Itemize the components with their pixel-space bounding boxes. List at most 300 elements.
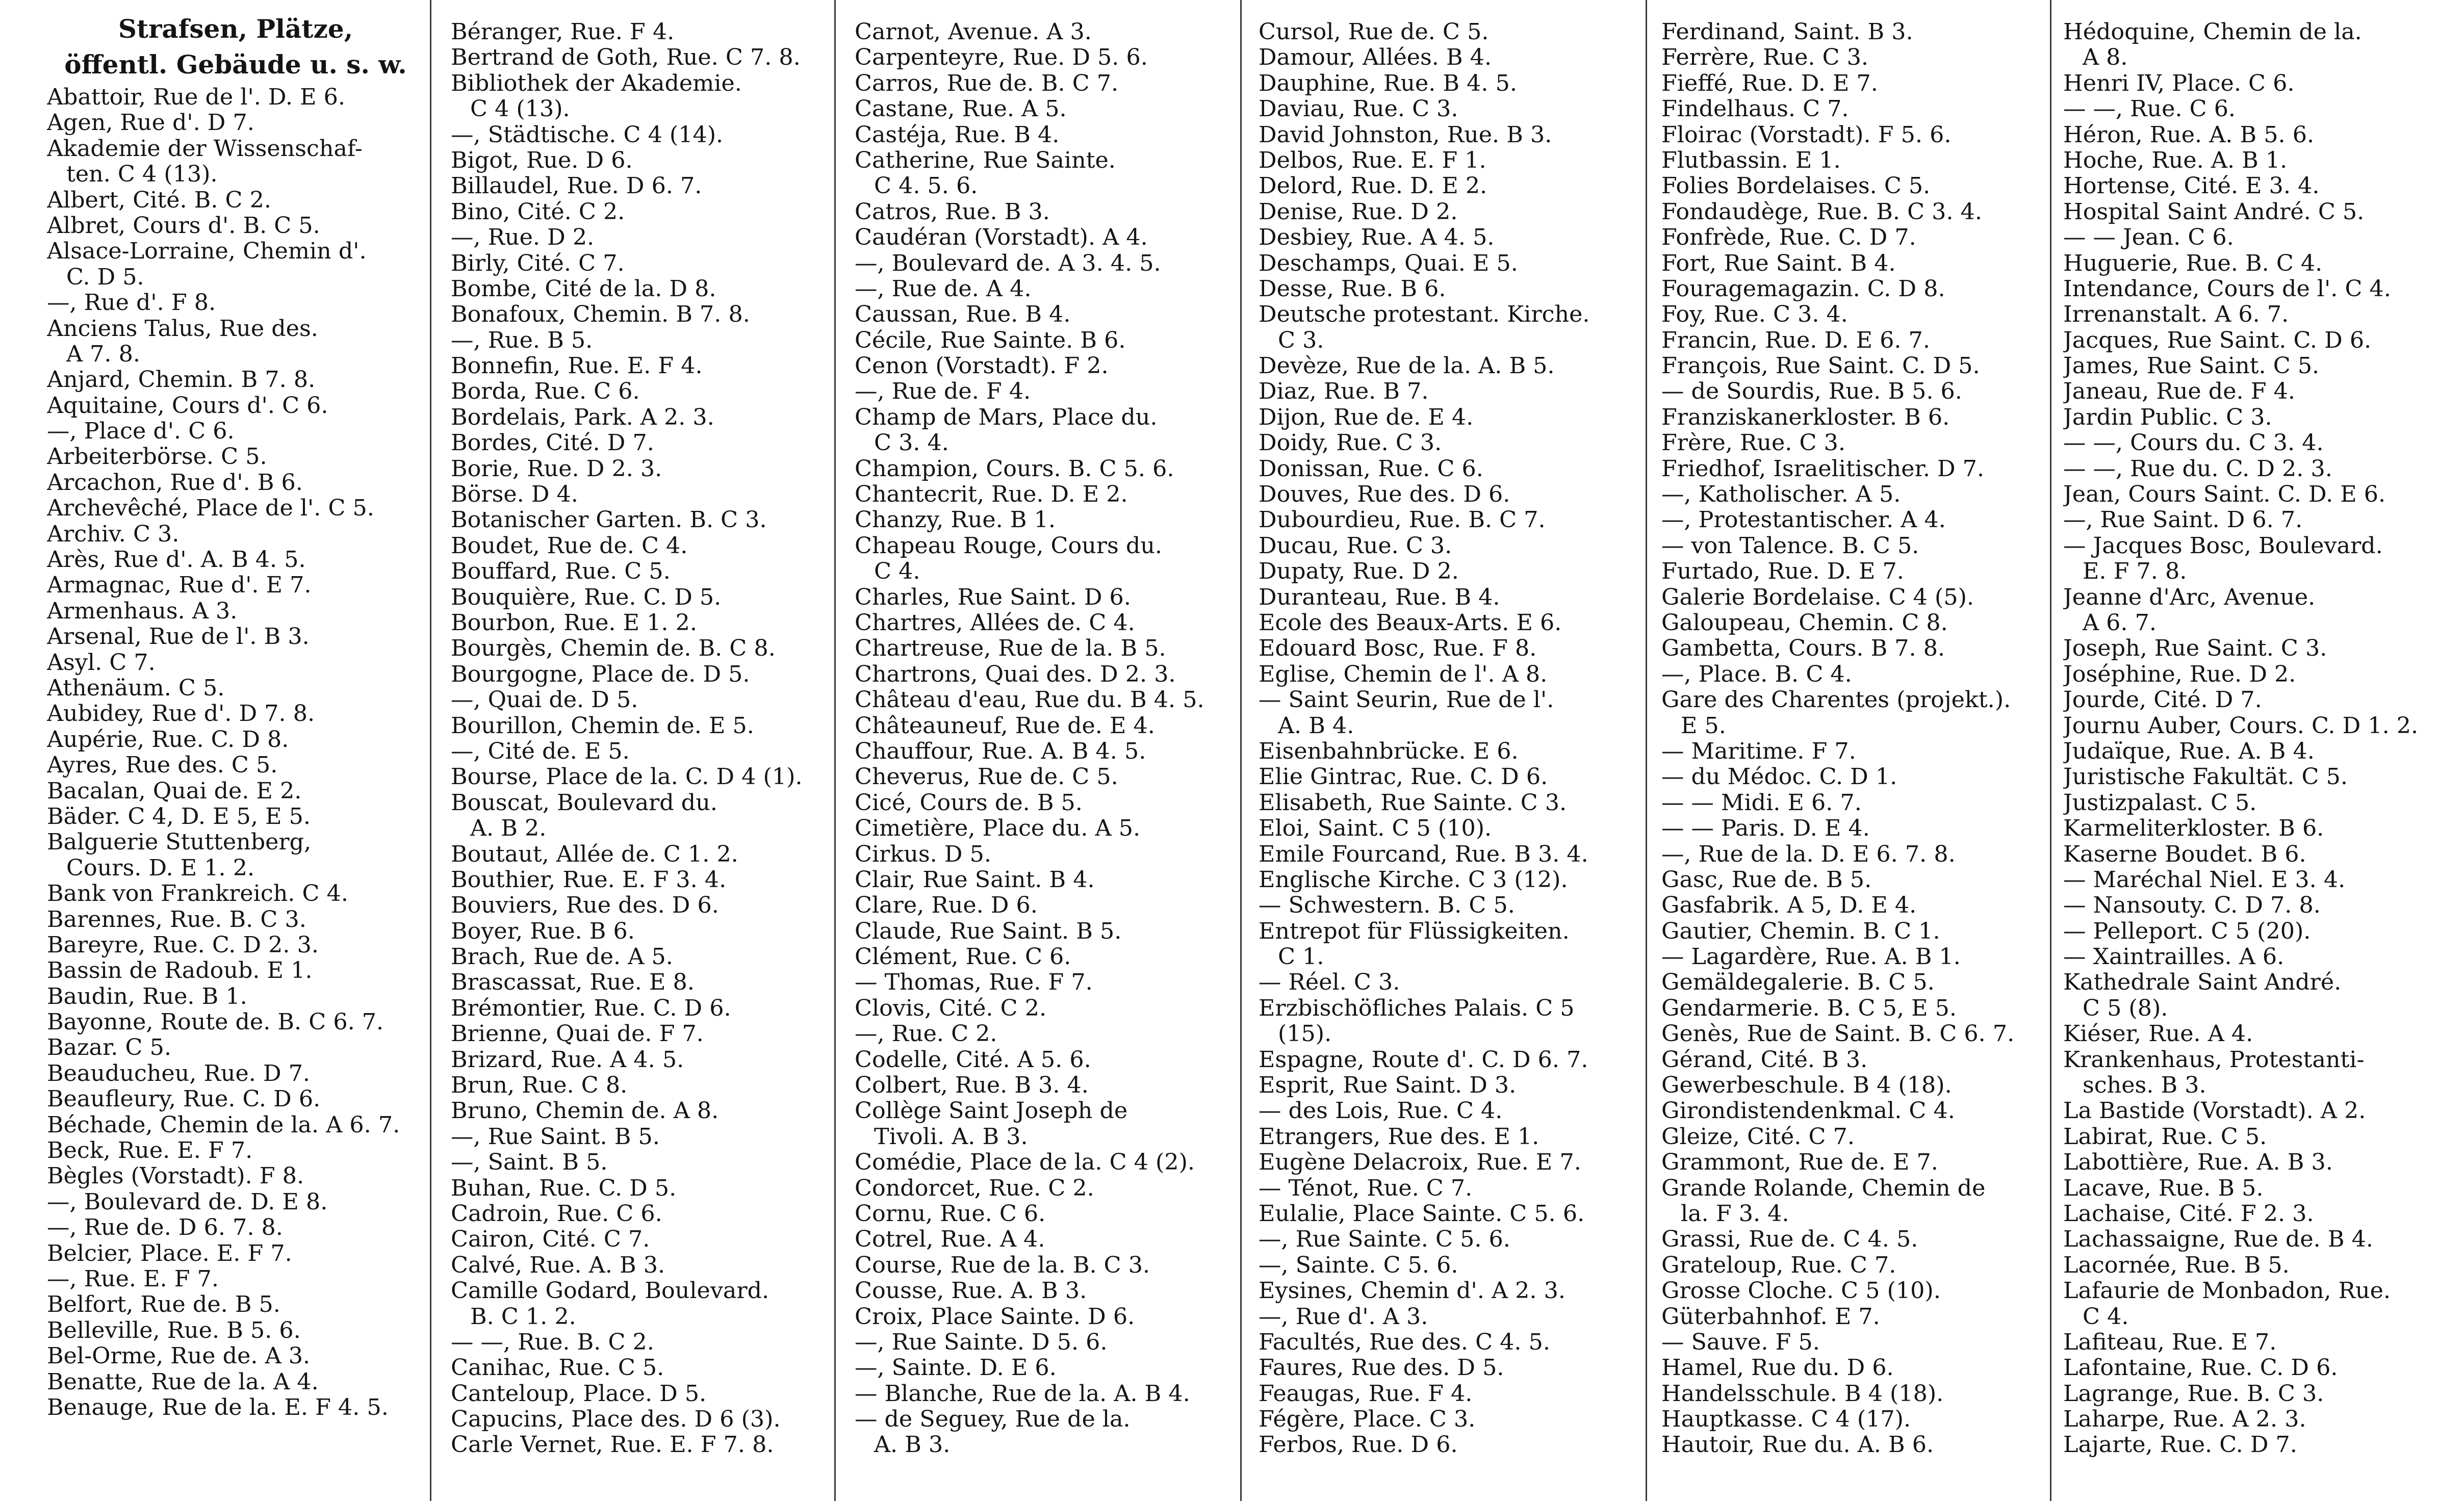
index-entry: Clément, Rue. C 6. [855,944,1071,970]
index-entry: Caudéran (Vorstadt). A 4. [855,225,1148,251]
index-entry: Carnot, Avenue. A 3. [855,19,1092,45]
index-entry: Cimetière, Place du. A 5. [855,816,1141,842]
index-entry: Birly, Cité. C 7. [451,250,625,276]
index-entry: Bouquière, Rue. C. D 5. [451,584,722,610]
index-entry: Boutaut, Allée de. C 1. 2. [451,841,738,867]
index-entry: Castéja, Rue. B 4. [855,122,1060,148]
index-entry: Chapeau Rouge, Cours du. [855,533,1163,559]
index-entry: Brun, Rue. C 8. [451,1073,628,1099]
index-entry: Genès, Rue de Saint. B. C 6. 7. [1661,1021,2015,1047]
index-entry: Bassin de Radoub. E 1. [47,958,313,984]
index-entry: — Nansouty. C. D 7. 8. [2063,893,2321,919]
index-entry: Champion, Cours. B. C 5. 6. [855,456,1174,482]
index-entry: —, Rue. D 2. [451,225,595,251]
index-entry: Fieffé, Rue. D. E 7. [1661,70,1878,96]
index-entry: Chanzy, Rue. B 1. [855,507,1056,533]
index-entry: Bombe, Cité de la. D 8. [451,276,716,302]
index-entry: Bordelais, Park. A 2. 3. [451,404,714,430]
index-entry: —, Rue d'. A 3. [1259,1304,1428,1330]
index-entry: — Ténot, Rue. C 7. [1259,1175,1473,1201]
index-entry: Folies Bordelaises. C 5. [1661,173,1931,199]
index-entry: Alsace-Lorraine, Chemin d'. [47,239,367,265]
index-entry: Charles, Rue Saint. D 6. [855,584,1131,610]
index-entry: Athenäum. C 5. [47,675,225,701]
index-entry: Grassi, Rue de. C 4. 5. [1661,1227,1918,1253]
index-entry: Deschamps, Quai. E 5. [1259,250,1518,276]
index-entry: François, Rue Saint. C. D 5. [1661,353,1980,379]
index-entry: Kaserne Boudet. B 6. [2063,841,2306,867]
index-entry: Billaudel, Rue. D 6. 7. [451,173,702,199]
index-entry: Capucins, Place des. D 6 (3). [451,1407,781,1433]
index-entry: Aquitaine, Cours d'. C 6. [47,393,328,419]
index-entry: Judaïque, Rue. A. B 4. [2063,738,2315,764]
index-entry: — — Midi. E 6. 7. [1661,790,1862,816]
index-entry: Béchade, Chemin de la. A 6. 7. [47,1112,400,1138]
index-entry: Hédoquine, Chemin de la. [2063,19,2362,45]
index-entry: A. B 4. [1278,713,1354,739]
index-entry: Kathedrale Saint André. [2063,970,2342,996]
index-entry: Bruno, Chemin de. A 8. [451,1098,719,1124]
index-entry: — des Lois, Rue. C 4. [1259,1098,1503,1124]
index-entry: Gérand, Cité. B 3. [1661,1047,1868,1073]
index-entry: —, Sainte. C 5. 6. [1259,1252,1458,1278]
index-entry: Hamel, Rue du. D 6. [1661,1355,1894,1381]
index-entry: Brascassat, Rue. E 8. [451,970,695,996]
index-entry: — —, Cours du. C 3. 4. [2063,430,2324,456]
index-entry: Lajarte, Rue. C. D 7. [2063,1432,2297,1458]
index-entry: Armagnac, Rue d'. E 7. [47,573,312,599]
index-entry: Grateloup, Rue. C 7. [1661,1252,1896,1278]
index-entry: Laharpe, Rue. A 2. 3. [2063,1407,2306,1433]
index-entry: Eglise, Chemin de l'. A 8. [1259,661,1548,687]
index-entry: Delbos, Rue. E. F 1. [1259,147,1486,173]
index-entry: —, Rue. C 2. [855,1021,997,1047]
index-entry: Bourse, Place de la. C. D 4 (1). [451,764,803,790]
index-column-1 [47,11,424,1480]
index-entry: C 4. [2083,1304,2129,1330]
index-entry: —, Rue. E. F 7. [47,1266,219,1292]
index-entry: Castane, Rue. A 5. [855,96,1067,122]
index-entry: — Thomas, Rue. F 7. [855,970,1093,996]
index-entry: Akademie der Wissenschaf- [47,136,363,162]
index-entry: Bourbon, Rue. E 1. 2. [451,610,697,636]
index-entry: Deutsche protestant. Kirche. [1259,302,1590,328]
index-entry: Cornu, Rue. C 6. [855,1201,1046,1227]
index-entry: —, Rue Sainte. D 5. 6. [855,1329,1108,1355]
section-title-line-2: öffentl. Gebäude u. s. w. [64,49,407,80]
index-entry: Cicé, Cours de. B 5. [855,790,1083,816]
index-entry: Aupérie, Rue. C. D 8. [47,727,289,753]
index-entry: Albert, Cité. B. C 2. [47,187,271,213]
index-entry: — — Paris. D. E 4. [1661,816,1870,842]
index-entry: Cécile, Rue Sainte. B 6. [855,327,1126,353]
index-entry: Balguerie Stuttenberg, [47,830,312,856]
index-entry: Cairon, Cité. C 7. [451,1227,650,1253]
index-entry: Benatte, Rue de la. A 4. [47,1369,319,1395]
index-entry: Ecole des Beaux-Arts. E 6. [1259,610,1562,636]
index-entry: Lafontaine, Rue. C. D 6. [2063,1355,2338,1381]
index-entry: Etrangers, Rue des. E 1. [1259,1124,1539,1150]
index-entry: Cadroin, Rue. C 6. [451,1201,662,1227]
index-entry: — von Talence. B. C 5. [1661,533,1919,559]
index-entry: C 4. [874,559,920,585]
index-entry: Bourgès, Chemin de. B. C 8. [451,636,776,662]
index-entry: Eisenbahnbrücke. E 6. [1259,738,1519,764]
index-entry: ten. C 4 (13). [66,162,218,188]
index-column-4 [1259,19,1640,1488]
index-entry: Château d'eau, Rue du. B 4. 5. [855,687,1204,713]
index-entry: Beck, Rue. E. F 7. [47,1138,253,1164]
index-entry: —, Rue. B 5. [451,327,593,353]
index-entry: Brienne, Quai de. F 7. [451,1021,704,1047]
index-entry: Boyer, Rue. B 6. [451,918,635,944]
index-entry: Abattoir, Rue de l'. D. E 6. [47,85,346,110]
index-entry: Esprit, Rue Saint. D 3. [1259,1073,1517,1099]
index-entry: Archevêché, Place de l'. C 5. [47,496,374,522]
index-entry: — Réel. C 3. [1259,970,1400,996]
index-entry: Grosse Cloche. C 5 (10). [1661,1278,1941,1304]
index-entry: Feaugas, Rue. F 4. [1259,1381,1473,1407]
index-entry: Gendarmerie. B. C 5, E 5. [1661,995,1957,1021]
index-entry: Elie Gintrac, Rue. C. D 6. [1259,764,1548,790]
index-entry: Arès, Rue d'. A. B 4. 5. [47,547,306,573]
index-entry: Beaufleury, Rue. C. D 6. [47,1086,321,1112]
index-entry: Lacornée, Rue. B 5. [2063,1252,2290,1278]
index-entry: Furtado, Rue. D. E 7. [1661,559,1904,585]
index-entry: —, Cité de. E 5. [451,738,630,764]
index-entry: Juristische Fakultät. C 5. [2063,764,2348,790]
index-entry: Barennes, Rue. B. C 3. [47,907,306,933]
index-entry: Belcier, Place. E. F 7. [47,1240,292,1266]
index-entry: Bouscat, Boulevard du. [451,790,717,816]
index-entry: —, Boulevard de. D. E 8. [47,1189,328,1215]
index-entry: —, Rue de. D 6. 7. 8. [47,1215,283,1241]
index-entry: Edouard Bosc, Rue. F 8. [1259,636,1537,662]
index-entry: Jeanne d'Arc, Avenue. [2063,584,2316,610]
index-entry: David Johnston, Rue. B 3. [1259,122,1552,148]
index-entry: Camille Godard, Boulevard. [451,1278,769,1304]
index-entry: Albret, Cours d'. B. C 5. [47,213,320,239]
index-entry: Brémontier, Rue. C. D 6. [451,995,731,1021]
index-entry: Carpenteyre, Rue. D 5. 6. [855,45,1148,71]
index-entry: Benauge, Rue de la. E. F 4. 5. [47,1394,389,1420]
index-entry: La Bastide (Vorstadt). A 2. [2063,1098,2366,1124]
index-entry: — —, Rue. C 6. [2063,96,2236,122]
index-entry: —, Place d'. C 6. [47,419,235,445]
index-entry: Buhan, Rue. C. D 5. [451,1175,677,1201]
index-column-5 [1661,19,2045,1488]
index-entry: Emile Fourcand, Rue. B 3. 4. [1259,841,1588,867]
index-entry: Comédie, Place de la. C 4 (2). [855,1150,1195,1176]
index-entry: C 1. [1278,944,1324,970]
index-entry: Codelle, Cité. A 5. 6. [855,1047,1091,1073]
index-entry: Châteauneuf, Rue de. E 4. [855,713,1155,739]
index-entry: —, Rue de. A 4. [855,276,1032,302]
index-entry: Franziskanerkloster. B 6. [1661,404,1950,430]
index-entry: Ayres, Rue des. C 5. [47,753,278,779]
index-entry: Krankenhaus, Protestanti- [2063,1047,2365,1073]
index-entry: Eysines, Chemin d'. A 2. 3. [1259,1278,1565,1304]
index-column-3 [855,19,1235,1488]
index-entry: Fort, Rue Saint. B 4. [1661,250,1896,276]
index-entry: Devèze, Rue de la. A. B 5. [1259,353,1555,379]
column-divider [834,0,836,1501]
index-entry: Dauphine, Rue. B 4. 5. [1259,70,1517,96]
index-entry: Eugène Delacroix, Rue. E 7. [1259,1150,1581,1176]
index-entry: Lachassaigne, Rue de. B 4. [2063,1227,2373,1253]
index-entry: Ducau, Rue. C 3. [1259,533,1452,559]
column-divider [2050,0,2051,1501]
index-entry: Canteloup, Place. D 5. [451,1381,707,1407]
index-entry: —, Rue d'. F 8. [47,290,216,316]
index-entry: la. F 3. 4. [1681,1201,1789,1227]
index-entry: Carle Vernet, Rue. E. F 7. 8. [451,1432,774,1458]
index-entry: Journu Auber, Cours. C. D 1. 2. [2063,713,2419,739]
index-entry: Floirac (Vorstadt). F 5. 6. [1661,122,1952,148]
index-entry: —, Boulevard de. A 3. 4. 5. [855,250,1161,276]
index-entry: Douves, Rue des. D 6. [1259,482,1510,508]
index-entry: —, Quai de. D 5. [451,687,638,713]
index-entry: Gleize, Cité. C 7. [1661,1124,1855,1150]
index-entry: Canihac, Rue. C 5. [451,1355,664,1381]
index-entry: Desse, Rue. B 6. [1259,276,1446,302]
index-entry: Desbiey, Rue. A 4. 5. [1259,225,1495,251]
index-entry: Henri IV, Place. C 6. [2063,70,2295,96]
index-entry: Girondistendenkmal. C 4. [1661,1098,1955,1124]
index-entry: Bacalan, Quai de. E 2. [47,778,302,804]
index-entry: Condorcet, Rue. C 2. [855,1175,1094,1201]
index-entry: —, Rue Saint. B 5. [451,1124,660,1150]
index-entry: — —, Rue. B. C 2. [451,1329,654,1355]
index-entry: Belleville, Rue. B 5. 6. [47,1317,301,1343]
index-entry: — de Sourdis, Rue. B 5. 6. [1661,379,1962,405]
index-entry: C 3. 4. [874,430,949,456]
index-entry: Bareyre, Rue. C. D 2. 3. [47,932,319,958]
index-entry: C 5 (8). [2083,995,2168,1021]
index-entry: Lafaurie de Monbadon, Rue. [2063,1278,2391,1304]
index-entry: Tivoli. A. B 3. [874,1124,1028,1150]
index-entry: Denise, Rue. D 2. [1259,199,1458,225]
index-entry: Jardin Public. C 3. [2063,404,2272,430]
index-entry: Cenon (Vorstadt). F 2. [855,353,1109,379]
index-entry: Janeau, Rue de. F 4. [2063,379,2295,405]
index-entry: —, Katholischer. A 5. [1661,482,1901,508]
index-entry: Caussan, Rue. B 4. [855,302,1071,328]
index-entry: Galoupeau, Chemin. C 8. [1661,610,1948,636]
index-entry: Eulalie, Place Sainte. C 5. 6. [1259,1201,1585,1227]
index-entry: A 7. 8. [66,341,140,367]
index-entry: Catherine, Rue Sainte. [855,147,1116,173]
index-entry: Bazar. C 5. [47,1035,171,1061]
index-entry: Bonafoux, Chemin. B 7. 8. [451,302,750,328]
index-entry: Clair, Rue Saint. B 4. [855,867,1095,893]
index-entry: — Xaintrailles. A 6. [2063,944,2285,970]
index-entry: Daviau, Rue. C 3. [1259,96,1458,122]
index-entry: Intendance, Cours de l'. C 4. [2063,276,2391,302]
index-entry: Diaz, Rue. B 7. [1259,379,1429,405]
index-entry: Claude, Rue Saint. B 5. [855,918,1122,944]
index-entry: Irrenanstalt. A 6. 7. [2063,302,2289,328]
index-entry: Arbeiterbörse. C 5. [47,444,267,470]
index-entry: Joseph, Rue Saint. C 3. [2063,636,2327,662]
index-entry: Bank von Frankreich. C 4. [47,881,348,907]
index-entry: Botanischer Garten. B. C 3. [451,507,767,533]
index-entry: Gewerbeschule. B 4 (18). [1661,1073,1952,1099]
index-entry: Cours. D. E 1. 2. [66,855,255,881]
index-entry: Belfort, Rue de. B 5. [47,1292,280,1318]
index-entry: Friedhof, Israelitischer. D 7. [1661,456,1985,482]
index-entry: Ferrère, Rue. C 3. [1661,45,1868,71]
index-entry: Cursol, Rue de. C 5. [1259,19,1489,45]
index-entry: Findelhaus. C 7. [1661,96,1849,122]
index-entry: Grammont, Rue de. E 7. [1661,1150,1938,1176]
index-entry: — Saint Seurin, Rue de l'. [1259,687,1554,713]
index-entry: — — Jean. C 6. [2063,225,2234,251]
index-entry: Joséphine, Rue. D 2. [2063,661,2296,687]
index-entry: Anjard, Chemin. B 7. 8. [47,367,316,393]
index-entry: Foy, Rue. C 3. 4. [1661,302,1848,328]
index-entry: A. B 3. [874,1432,951,1458]
index-entry: Frère, Rue. C 3. [1661,430,1845,456]
index-entry: Delord, Rue. D. E 2. [1259,173,1487,199]
index-entry: Labottière, Rue. A. B 3. [2063,1150,2333,1176]
index-entry: Héron, Rue. A. B 5. 6. [2063,122,2315,148]
index-entry: Agen, Rue d'. D 7. [47,110,254,136]
index-entry: E. F 7. 8. [2083,559,2187,585]
index-entry: Labirat, Rue. C 5. [2063,1124,2267,1150]
index-entry: —, Städtische. C 4 (14). [451,122,724,148]
index-entry: C 4. 5. 6. [874,173,978,199]
index-entry: sches. B 3. [2083,1073,2206,1099]
index-entry: —, Rue Saint. D 6. 7. [2063,507,2303,533]
index-entry: B. C 1. 2. [470,1304,576,1330]
index-entry: Dijon, Rue de. E 4. [1259,404,1474,430]
column-divider [430,0,431,1501]
index-entry: Gautier, Chemin. B. C 1. [1661,918,1940,944]
index-entry: A 8. [2083,45,2128,71]
index-entry: Armenhaus. A 3. [47,598,238,624]
index-entry: Grande Rolande, Chemin de [1661,1175,1986,1201]
column-divider [1240,0,1242,1501]
index-entry: Chauffour, Rue. A. B 4. 5. [855,738,1146,764]
index-entry: Béranger, Rue. F 4. [451,19,675,45]
index-entry: C 4 (13). [470,96,570,122]
index-entry: Dubourdieu, Rue. B. C 7. [1259,507,1546,533]
index-entry: Brach, Rue de. A 5. [451,944,673,970]
index-entry: Dupaty, Rue. D 2. [1259,559,1459,585]
index-entry: Fégère, Place. C 3. [1259,1407,1476,1433]
index-entry: — —, Rue du. C. D 2. 3. [2063,456,2332,482]
index-entry: A 6. 7. [2083,610,2157,636]
index-entry: Gasc, Rue de. B 5. [1661,867,1872,893]
index-entry: — de Seguey, Rue de la. [855,1407,1131,1433]
index-entry: Bonnefin, Rue. E. F 4. [451,353,703,379]
index-entry: Fonfrède, Rue. C. D 7. [1661,225,1916,251]
index-entry: C 3. [1278,327,1324,353]
index-entry: Gasfabrik. A 5, D. E 4. [1661,893,1917,919]
index-entry: Bourgogne, Place de. D 5. [451,661,750,687]
index-entry: Archiv. C 3. [47,521,179,547]
index-entry: Facultés, Rue des. C 4. 5. [1259,1329,1550,1355]
index-column-2 [451,19,828,1488]
index-entry: Börse. D 4. [451,482,578,508]
index-entry: —, Rue de la. D. E 6. 7. 8. [1661,841,1956,867]
index-entry: Erzbischöfliches Palais. C 5 [1259,995,1575,1021]
index-entry: — Maritime. F 7. [1661,738,1856,764]
index-entry: — Sauve. F 5. [1661,1329,1820,1355]
index-entry: Chartrons, Quai des. D 2. 3. [855,661,1176,687]
index-entry: Handelsschule. B 4 (18). [1661,1381,1944,1407]
index-entry: Bäder. C 4, D. E 5, E 5. [47,804,311,830]
index-entry: Beauducheu, Rue. D 7. [47,1060,311,1086]
index-entry: Clare, Rue. D 6. [855,893,1038,919]
index-entry: Bourillon, Chemin de. E 5. [451,713,754,739]
index-entry: Clovis, Cité. C 2. [855,995,1047,1021]
index-entry: —, Protestantischer. A 4. [1661,507,1946,533]
index-entry: James, Rue Saint. C 5. [2063,353,2320,379]
index-entry: Bayonne, Route de. B. C 6. 7. [47,1010,384,1036]
index-entry: Bertrand de Goth, Rue. C 7. 8. [451,45,801,71]
index-entry: Arsenal, Rue de l'. B 3. [47,624,310,650]
index-entry: Cheverus, Rue de. C 5. [855,764,1118,790]
index-entry: Lagrange, Rue. B. C 3. [2063,1381,2324,1407]
index-entry: — du Médoc. C. D 1. [1661,764,1897,790]
index-entry: Champ de Mars, Place du. [855,404,1158,430]
index-entry: Borie, Rue. D 2. 3. [451,456,662,482]
index-entry: Galerie Bordelaise. C 4 (5). [1661,584,1974,610]
index-entry: Jourde, Cité. D 7. [2063,687,2262,713]
index-entry: Bouthier, Rue. E. F 3. 4. [451,867,727,893]
index-entry: Bouffard, Rue. C 5. [451,559,671,585]
index-entry: Entrepot für Flüssigkeiten. [1259,918,1570,944]
index-entry: Damour, Allées. B 4. [1259,45,1492,71]
index-entry: Donissan, Rue. C 6. [1259,456,1483,482]
index-entry: Catros, Rue. B 3. [855,199,1050,225]
index-entry: Bel-Orme, Rue de. A 3. [47,1343,311,1369]
index-entry: Chantecrit, Rue. D. E 2. [855,482,1128,508]
index-entry: Bibliothek der Akademie. [451,70,742,96]
index-entry: Lacave, Rue. B 5. [2063,1175,2264,1201]
index-entry: Fouragemagazin. C. D 8. [1661,276,1945,302]
index-entry: Chartreuse, Rue de la. B 5. [855,636,1166,662]
index-entry: Gemäldegalerie. B. C 5. [1661,970,1935,996]
index-entry: Huguerie, Rue. B. C 4. [2063,250,2323,276]
index-entry: —, Rue Sainte. C 5. 6. [1259,1227,1510,1253]
index-entry: Fondaudège, Rue. B. C 3. 4. [1661,199,1982,225]
index-entry: — Lagardère, Rue. A. B 1. [1661,944,1961,970]
index-entry: Hoche, Rue. A. B 1. [2063,147,2288,173]
index-entry: Borda, Rue. C 6. [451,379,640,405]
column-divider [1646,0,1647,1501]
index-entry: —, Saint. B 5. [451,1150,608,1176]
index-entry: Boudet, Rue de. C 4. [451,533,688,559]
index-entry: Hauptkasse. C 4 (17). [1661,1407,1911,1433]
index-entry: Collège Saint Joseph de [855,1098,1128,1124]
index-entry: — Pelleport. C 5 (20). [2063,918,2311,944]
index-entry: Aubidey, Rue d'. D 7. 8. [47,701,315,727]
index-entry: E 5. [1681,713,1726,739]
index-entry: Lafiteau, Rue. E 7. [2063,1329,2277,1355]
index-column-6 [2063,19,2461,1488]
index-entry: Flutbassin. E 1. [1661,147,1841,173]
index-entry: — Blanche, Rue de la. A. B 4. [855,1381,1190,1407]
index-entry: Calvé, Rue. A. B 3. [451,1252,665,1278]
index-entry: Bègles (Vorstadt). F 8. [47,1163,304,1189]
index-entry: Cotrel, Rue. A 4. [855,1227,1045,1253]
index-entry: Croix, Place Sainte. D 6. [855,1304,1135,1330]
index-entry: Justizpalast. C 5. [2063,790,2257,816]
index-entry: Jacques, Rue Saint. C. D 6. [2063,327,2372,353]
